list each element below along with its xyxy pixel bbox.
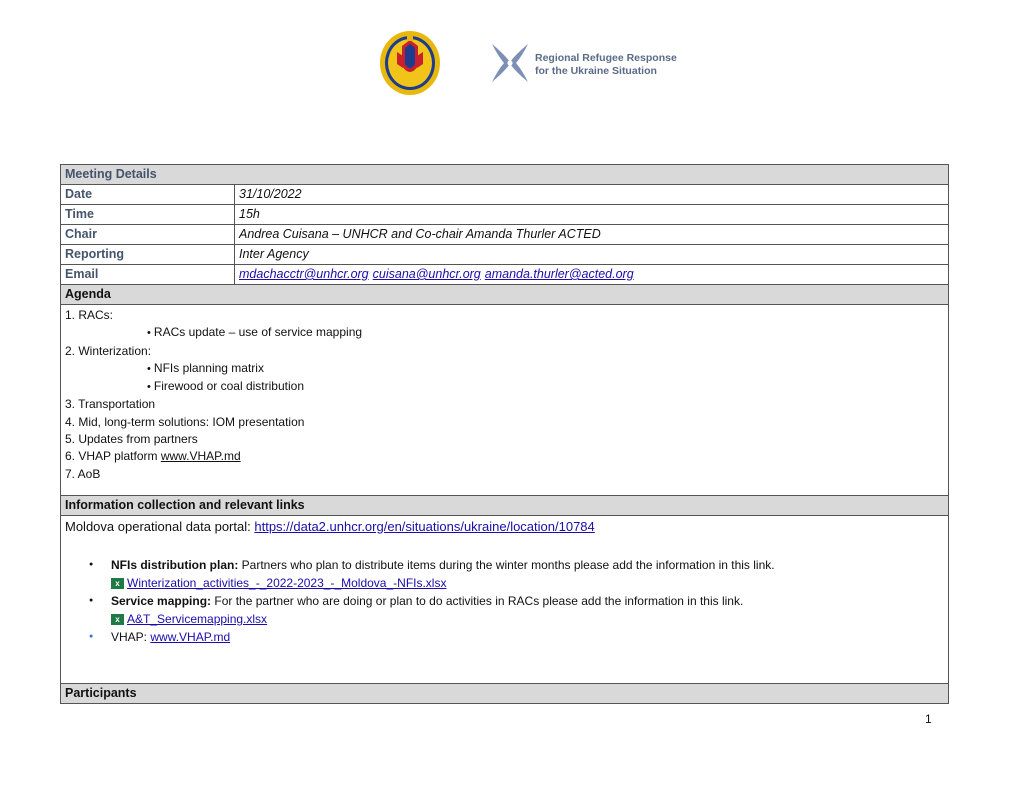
time-value: 15h — [235, 205, 949, 225]
minutes-table — [60, 164, 949, 704]
vhap-label: VHAP: — [111, 630, 151, 644]
attachment — [111, 574, 944, 592]
agenda-body — [61, 305, 949, 496]
date-value: 31/10/2022 — [235, 185, 949, 205]
reporting-value: Inter Agency — [235, 245, 949, 265]
agenda-subitem: • RACs update – use of service mapping — [65, 324, 944, 342]
service-mapping-title: Service mapping: — [111, 594, 212, 608]
table-row — [61, 245, 949, 265]
partner-logo-line1: Regional Refugee Response — [535, 52, 677, 64]
info-body — [61, 516, 949, 684]
participants-header: Participants — [61, 684, 949, 704]
agenda-subitem: • NFIs planning matrix — [65, 360, 944, 378]
nfi-plan-title: NFIs distribution plan: — [111, 558, 239, 572]
meeting-details-header: Meeting Details — [61, 165, 949, 185]
agenda-item: 7. AoB — [65, 466, 101, 481]
header-logos — [0, 30, 1024, 100]
moldova-crest-icon — [379, 30, 441, 96]
reporting-label: Reporting — [61, 245, 235, 265]
agenda-header: Agenda — [61, 285, 949, 305]
nfi-plan-text: Partners who plan to distribute items during the winter months please add the information in this link. — [238, 558, 775, 572]
agenda-item: 5. Updates from partners — [65, 432, 198, 447]
attachment — [111, 610, 944, 628]
list-item — [111, 556, 944, 592]
links-list — [65, 556, 944, 646]
list-item — [111, 592, 944, 628]
unhcr-x-logo-icon — [488, 42, 532, 84]
agenda-item: 2. Winterization: — [65, 343, 152, 358]
agenda-item-text: 6. VHAP platform — [65, 449, 161, 464]
table-row — [61, 265, 949, 285]
date-label: Date — [61, 185, 235, 205]
agenda-item: 1. RACs: — [65, 308, 114, 322]
email-label: Email — [61, 265, 235, 285]
list-item — [111, 628, 944, 646]
partner-logo-line2: for the Ukraine Situation — [535, 65, 657, 77]
agenda-subitem: • Firewood or coal distribution — [65, 378, 944, 396]
table-row — [61, 205, 949, 225]
email-value — [235, 265, 949, 285]
vhap-link[interactable]: www.VHAP.md — [160, 449, 241, 464]
agenda-item — [65, 448, 944, 465]
data-portal-label: Moldova operational data portal: — [65, 519, 255, 534]
nfi-file-link[interactable]: Winterization_activities_-_2022-2023_-_Moldova_-NFIs.xlsx — [127, 576, 447, 590]
service-mapping-text: For the partner who are doing or plan to do activities in RACs please add the information in this link. — [211, 594, 744, 608]
email-link-1[interactable]: mdachacctr@unhcr.org — [239, 267, 369, 281]
excel-file-icon: x — [111, 578, 124, 589]
email-link-3[interactable]: amanda.thurler@acted.org — [484, 267, 634, 281]
table-row — [61, 225, 949, 245]
agenda-item: 3. Transportation — [65, 397, 156, 412]
chair-value: Andrea Cuisana – UNHCR and Co-chair Amanda Thurler ACTED — [235, 225, 949, 245]
info-header: Information collection and relevant links — [61, 496, 949, 516]
email-link-2[interactable]: cuisana@unhcr.org — [372, 267, 481, 281]
chair-label: Chair — [61, 225, 235, 245]
data-portal-link[interactable]: https://data2.unhcr.org/en/situations/ukraine/location/10784 — [254, 519, 595, 534]
agenda-item: 4. Mid, long-term solutions: IOM presentation — [65, 414, 305, 429]
service-mapping-file-link[interactable]: A&T_Servicemapping.xlsx — [127, 612, 268, 626]
page-number: 1 — [925, 712, 932, 726]
table-row — [61, 185, 949, 205]
vhap-site-link[interactable]: www.VHAP.md — [150, 630, 231, 644]
data-portal-line — [65, 519, 944, 534]
time-label: Time — [61, 205, 235, 225]
excel-file-icon: x — [111, 614, 124, 625]
partner-logo-text — [535, 52, 677, 78]
